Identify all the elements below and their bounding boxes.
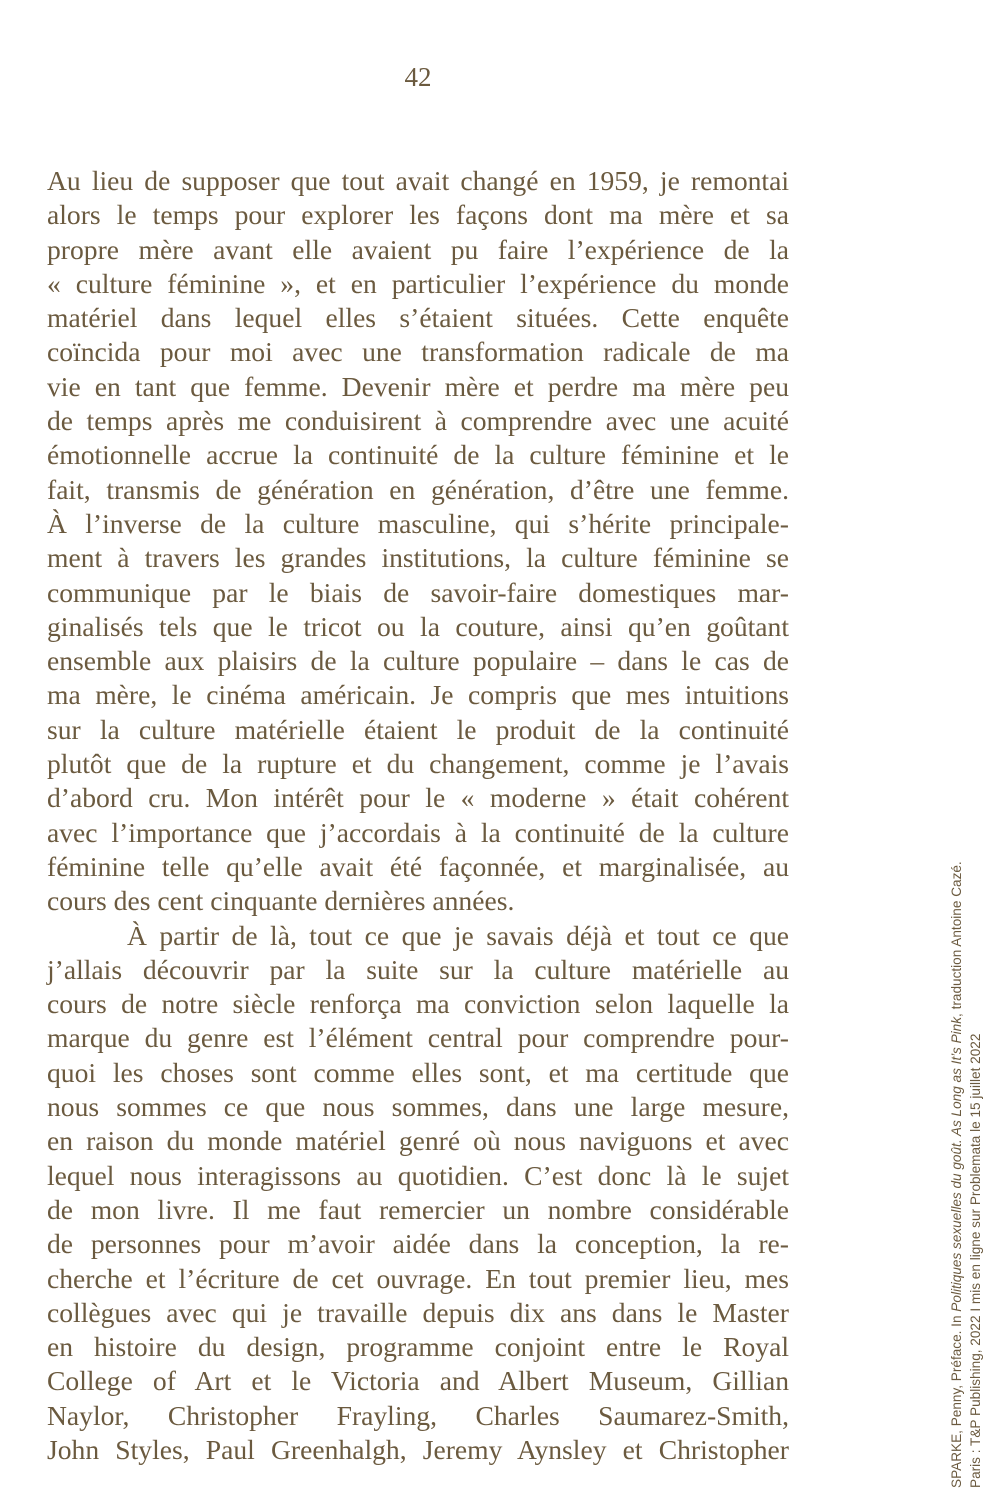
text-line: émotionnelle accrue la continuité de la culture féminine et le xyxy=(47,439,789,471)
text-line: marque du genre est l’élément central pour comprendre pour- xyxy=(47,1022,789,1054)
citation-suffix: , traduction Antoine Cazé. xyxy=(949,861,964,1017)
text-line: avec l’importance que j’accordais à la continuité de la culture xyxy=(47,816,789,848)
text-line: À partir de là, tout ce que je savais déjà et tout ce que xyxy=(127,919,789,951)
text-line: communique par le biais de savoir-faire domestiques mar- xyxy=(47,576,789,608)
text-line: de personnes pour m’avoir aidée dans la conception, la re- xyxy=(47,1228,789,1260)
text-line: Au lieu de supposer que tout avait changé en 1959, je remontai xyxy=(47,165,789,196)
page-number: 42 xyxy=(404,62,432,92)
text-line: À l’inverse de la culture masculine, qui s’hérite principale- xyxy=(47,507,789,539)
text-line: féminine telle qu’elle avait été façonnée, et marginalisée, au xyxy=(47,850,789,882)
text-line: j’allais découvrir par la suite sur la culture matérielle au xyxy=(47,953,789,985)
text-line: ginalisés tels que le tricot ou la couture, ainsi qu’en goûtant xyxy=(47,610,789,642)
text-line: matériel dans lequel elles s’étaient situées. Cette enquête xyxy=(47,302,789,334)
text-line: propre mère avant elle avaient pu faire l’expérience de la xyxy=(47,233,789,265)
text-line: ment à travers les grandes institutions, la culture féminine se xyxy=(47,542,789,574)
text-line: John Styles, Paul Greenhalgh, Jeremy Aynsley et Christopher xyxy=(47,1433,789,1465)
text-line: cours de notre siècle renforça ma conviction selon laquelle la xyxy=(47,988,789,1020)
text-line: de temps après me conduisirent à comprendre avec une acuité xyxy=(47,405,789,437)
text-line: quoi les choses sont comme elles sont, et ma certitude que xyxy=(47,1056,789,1088)
text-line: de mon livre. Il me faut remercier un nombre considérable xyxy=(47,1193,789,1225)
text-line: alors le temps pour explorer les façons dont ma mère et sa xyxy=(47,199,789,231)
text-line: vie en tant que femme. Devenir mère et perdre ma mère peu xyxy=(47,370,789,402)
body-text xyxy=(47,164,789,1467)
text-line: « culture féminine », et en particulier l’expérience du monde xyxy=(47,267,789,299)
text-line: en raison du monde matériel genré où nous naviguons et avec xyxy=(47,1125,789,1157)
text-line: sur la culture matérielle étaient le produit de la continuité xyxy=(47,713,789,745)
text-line: collègues avec qui je travaille depuis dix ans dans le Master xyxy=(47,1296,789,1328)
citation-title: Politiques sexuelles du goût. As Long as It’s Pink xyxy=(949,1016,964,1312)
text-line: ma mère, le cinéma américain. Je compris que mes intuitions xyxy=(47,679,789,711)
text-line: en histoire du design, programme conjoint entre le Royal xyxy=(47,1331,789,1363)
citation-line-1 xyxy=(947,688,966,1488)
text-line: College of Art et le Victoria and Albert Museum, Gillian xyxy=(47,1365,789,1397)
text-line: lequel nous interagissons au quotidien. C’est donc là le sujet xyxy=(47,1159,789,1191)
text-line: fait, transmis de génération en génération, d’être une femme. xyxy=(47,473,789,505)
text-line: cours des cent cinquante dernières années. xyxy=(47,885,515,917)
citation-prefix: SPARKE, Penny, Préface. In xyxy=(949,1311,964,1488)
side-citation xyxy=(947,688,985,1488)
text-line: cherche et l’écriture de cet ouvrage. En tout premier lieu, mes xyxy=(47,1262,789,1294)
text-line: d’abord cru. Mon intérêt pour le « moderne » était cohérent xyxy=(47,782,789,814)
text-line: coïncida pour moi avec une transformation radicale de ma xyxy=(47,336,789,368)
citation-line-2: Paris : T&P Publishing, 2022 I mis en ligne sur Problemata le 15 juillet 2022 xyxy=(968,1033,983,1488)
text-line: ensemble aux plaisirs de la culture populaire – dans le cas de xyxy=(47,645,789,677)
text-line: nous sommes ce que nous sommes, dans une large mesure, xyxy=(47,1091,789,1123)
text-line: Naylor, Christopher Frayling, Charles Saumarez-Smith, xyxy=(47,1399,789,1431)
text-line: plutôt que de la rupture et du changement, comme je l’avais xyxy=(47,748,789,780)
